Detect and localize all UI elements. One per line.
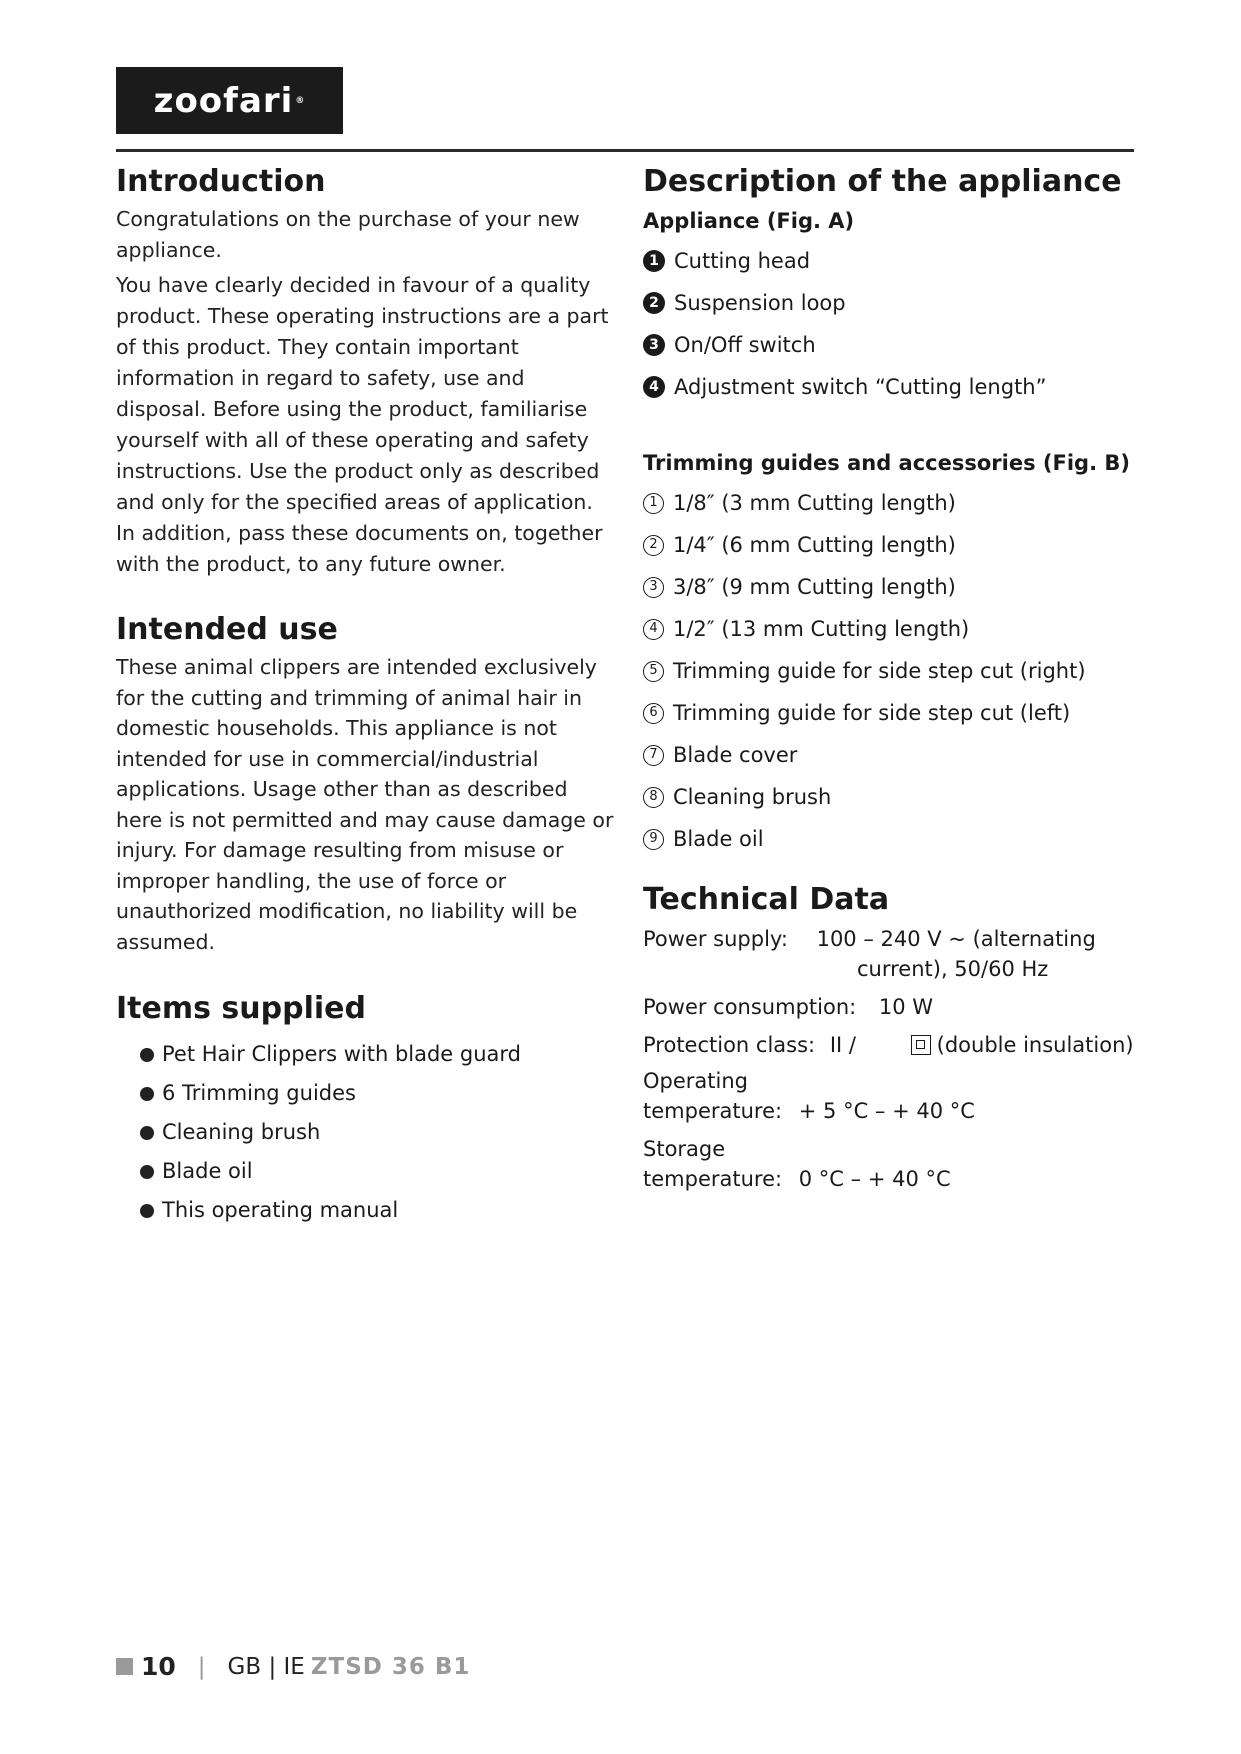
header-rule	[116, 149, 1134, 152]
list-item: 2 Suspension loop	[643, 282, 1143, 324]
number-circle-icon: 6	[643, 703, 664, 724]
power-supply-row	[643, 924, 1143, 954]
bullet-icon	[140, 1126, 154, 1140]
bullet-icon	[140, 1048, 154, 1062]
storage-label: Storage	[643, 1137, 726, 1161]
appliance-parts-list	[643, 240, 1143, 408]
page-number: 10	[141, 1652, 176, 1681]
power-consumption-label: Power consumption:	[643, 995, 857, 1019]
bullet-icon	[140, 1204, 154, 1218]
introduction-paragraph-1: Congratulations on the purchase of your new appliance.	[116, 207, 580, 262]
list-item: 6 Trimming guides	[140, 1074, 616, 1113]
operating-temp-value: + 5 °C – + 40 °C	[798, 1099, 975, 1123]
list-item: Blade oil	[140, 1152, 616, 1191]
storage-temp-row	[643, 1134, 1143, 1164]
power-consumption-row	[643, 992, 1143, 1022]
power-supply-label: Power supply:	[643, 927, 788, 951]
left-column	[116, 160, 616, 1230]
power-supply-row-cont	[643, 954, 1143, 984]
page-footer	[116, 1652, 470, 1681]
list-item: 5 Trimming guide for side step cut (right)	[643, 650, 1143, 692]
right-column	[643, 160, 1143, 1194]
operating-temp-row-cont	[643, 1096, 1143, 1126]
list-item: 4 Adjustment switch “Cutting length”	[643, 366, 1143, 408]
registered-mark: ®	[295, 95, 306, 106]
list-item: 2 1/4″ (6 mm Cutting length)	[643, 524, 1143, 566]
power-consumption-value: 10 W	[878, 995, 934, 1019]
list-item: 3 3/8″ (9 mm Cutting length)	[643, 566, 1143, 608]
number-circle-icon: 2	[643, 535, 664, 556]
number-circle-icon: 7	[643, 745, 664, 766]
bullet-icon	[140, 1087, 154, 1101]
list-item: Cleaning brush	[140, 1113, 616, 1152]
protection-class-row	[643, 1030, 1143, 1060]
operating-temp-label: temperature:	[643, 1099, 783, 1123]
logo-text: zoofari	[153, 80, 294, 121]
power-supply-value: 100 – 240 V ~ (alternating	[816, 927, 1096, 951]
introduction-heading: Introduction	[116, 164, 326, 199]
list-item: 8 Cleaning brush	[643, 776, 1143, 818]
operating-label: Operating	[643, 1069, 748, 1093]
list-item: Pet Hair Clippers with blade guard	[140, 1035, 616, 1074]
intended-use-paragraph: These animal clippers are intended exclusively for the cutting and trimming of animal hair in domestic households. This appliance is not intended for use in commercial/industrial applications. Usage other than as described here is not permitted and may cause damage or injury. For damage resulting from misuse or improper handling, the use of force or unauthorized modification, no liability will be assumed.	[116, 655, 614, 954]
technical-data-heading: Technical Data	[643, 882, 890, 917]
storage-temp-value: 0 °C – + 40 °C	[798, 1167, 951, 1191]
number-circle-icon: 3	[643, 577, 664, 598]
operating-temp-row	[643, 1066, 1143, 1096]
list-item: 3 On/Off switch	[643, 324, 1143, 366]
number-circle-icon: 8	[643, 787, 664, 808]
model-number: ZTSD 36 B1	[310, 1653, 471, 1680]
footer-separator: |	[197, 1653, 206, 1680]
description-heading: Description of the appliance	[643, 164, 1122, 199]
power-supply-value-cont: current), 50/60 Hz	[857, 957, 1049, 981]
bullet-icon	[140, 1165, 154, 1179]
list-item: 1 1/8″ (3 mm Cutting length)	[643, 482, 1143, 524]
protection-class-label: Protection class:	[643, 1033, 816, 1057]
appliance-subheading: Appliance (Fig. A)	[643, 209, 855, 233]
accessories-list	[643, 482, 1143, 860]
list-item: This operating manual	[140, 1191, 616, 1230]
number-badge-icon: 3	[643, 334, 665, 356]
introduction-paragraph-2: You have clearly decided in favour of a quality product. These operating instructions are a part of this product. They contain important information in regard to safety, use and disposal. Before using the product, familiarise yourself with all of these operating and safety instructions. Use the product only as described and only for the specified areas of application. In addition, pass these documents on, together with the product, to any future owner.	[116, 273, 609, 576]
number-circle-icon: 9	[643, 829, 664, 850]
accessories-subheading: Trimming guides and accessories (Fig. B)	[643, 451, 1130, 475]
intended-use-heading: Intended use	[116, 612, 338, 647]
storage-temp-label: temperature:	[643, 1167, 783, 1191]
number-badge-icon: 2	[643, 292, 665, 314]
list-item: 1 Cutting head	[643, 240, 1143, 282]
language-codes: GB | IE	[227, 1653, 305, 1680]
double-insulation-icon	[911, 1035, 931, 1055]
number-circle-icon: 5	[643, 661, 664, 682]
number-circle-icon: 4	[643, 619, 664, 640]
number-circle-icon: 1	[643, 493, 664, 514]
items-supplied-list	[116, 1035, 616, 1230]
protection-class-value: II /	[829, 1033, 856, 1057]
list-item: 9 Blade oil	[643, 818, 1143, 860]
storage-temp-row-cont	[643, 1164, 1143, 1194]
footer-square-icon	[116, 1658, 133, 1675]
items-supplied-heading: Items supplied	[116, 991, 366, 1026]
number-badge-icon: 4	[643, 376, 665, 398]
list-item: 6 Trimming guide for side step cut (left)	[643, 692, 1143, 734]
brand-logo	[116, 67, 343, 134]
protection-class-note: (double insulation)	[936, 1033, 1134, 1057]
number-badge-icon: 1	[643, 250, 665, 272]
list-item: 7 Blade cover	[643, 734, 1143, 776]
list-item: 4 1/2″ (13 mm Cutting length)	[643, 608, 1143, 650]
